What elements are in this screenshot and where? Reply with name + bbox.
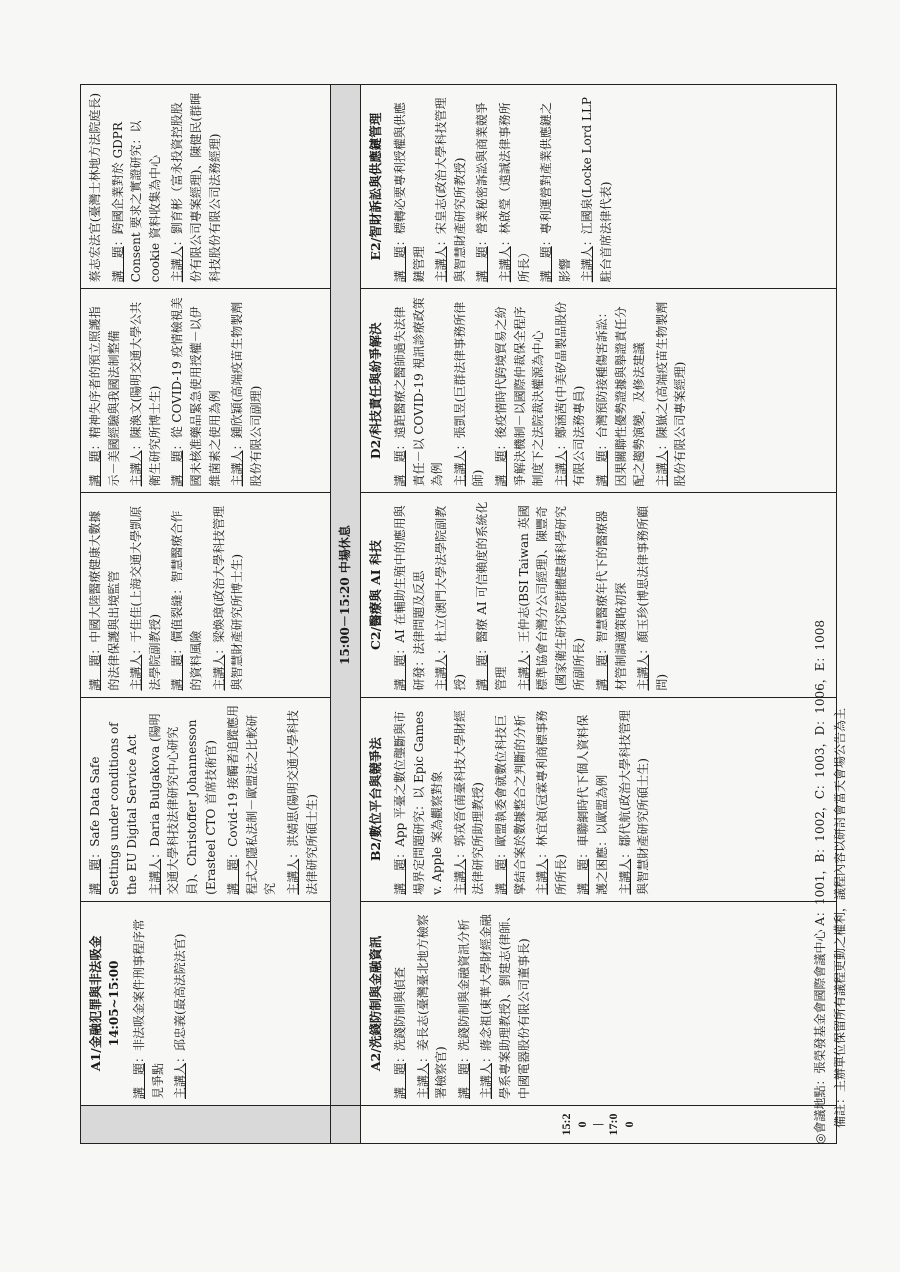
item-label: 主講人 [654, 450, 669, 487]
session-item [146, 704, 220, 895]
item-label: 講 題 [393, 858, 408, 895]
item-text: ：車聯網時代下個人資料保護之困應：以歐盟為例 [576, 714, 610, 895]
session-item [168, 295, 224, 486]
item-label: 講 題 [393, 1062, 408, 1099]
item-label: 主講人 [129, 450, 144, 487]
session-item [391, 704, 447, 895]
item-text: ：姜長志(臺灣臺北地方檢察署檢察官) [415, 914, 449, 1099]
schedule-table [80, 84, 837, 1144]
session-item [533, 704, 570, 895]
session-item [616, 704, 653, 895]
item-label: 主講人 [617, 858, 632, 895]
item-label: 講 題 [494, 858, 509, 895]
item-label: 講 題 [475, 654, 490, 691]
break-row [331, 85, 361, 1144]
item-label: 講 題 [110, 246, 125, 283]
session-title: D2/科技責任與紛爭解決 [367, 322, 383, 460]
item-text: ：王仲志(BSI Taiwan 英國標準協會台灣分公司經理)、陳豐奇(國家衛生研究院群體健康科學研究所副所長) [516, 505, 587, 691]
break-label: 15:00－15:20 中場休息 [331, 85, 361, 1106]
session-item [593, 295, 649, 486]
item-text: 蔡志宏法官(臺灣士林地方法院庭長) [88, 92, 102, 283]
time-end: 17:00 [606, 1113, 636, 1136]
item-text: ：陳嶽之(高端疫苗生物製劑股份有限公司專案經理) [654, 301, 688, 487]
item-text: ：Safe Data Safe Settings under conditions of the EU Digital Service Act [88, 722, 140, 895]
item-text: ：遠距醫療之醫師過失法律責任－以 COVID-19 視訊診療政策為例 [393, 297, 445, 487]
item-label: 主講人 [553, 450, 568, 487]
item-text: ：價值裂縫：智慧醫療合作的資料風險 [170, 510, 203, 691]
item-label: 講 題 [226, 858, 241, 895]
session-item [168, 91, 224, 282]
session-title: E2/智財訴訟與供應鏈管理 [367, 112, 383, 261]
session-item [391, 295, 447, 486]
session-item [455, 908, 474, 1099]
item-label: 講 題 [576, 858, 591, 895]
item-label: 主講人 [173, 1062, 188, 1099]
item-label: 主講人 [415, 1062, 430, 1099]
item-label: 主講人 [285, 858, 300, 895]
session-item [86, 704, 142, 895]
session-item [210, 499, 247, 690]
item-label: 講 題 [475, 246, 490, 283]
item-text: ：杜立(澳門大學法學院副教授) [434, 505, 467, 691]
item-text: ：蔣念祖(東華大學財經金融學系專案助理教授)、劉建志(律師、中國電器股份有限公司董事長) [479, 909, 531, 1099]
item-label: 講 題 [88, 654, 102, 691]
session-item [473, 91, 492, 282]
session-c1 [81, 493, 331, 697]
item-text: ：宋皇志(政治大學科技管理與智慧財產研究所教授) [434, 97, 467, 283]
session-item [414, 908, 451, 1099]
time-cell-row-2 [360, 1106, 836, 1144]
item-text: ：劉育彬（富永投資控股股份有限公司專案經理)、陳健民(群暉科技股份有限公司法務經理) [170, 92, 222, 283]
item-text: ：于佳佳(上海交通大學凱原法學院副教授) [129, 505, 162, 691]
session-item [284, 704, 321, 895]
session-item [127, 295, 164, 486]
item-text: ：林宜禎(冠霖專利商標事務所所長) [535, 710, 568, 895]
item-label: 主講人 [230, 450, 245, 487]
session-d2 [360, 289, 836, 493]
item-label: 主講人 [147, 858, 162, 895]
item-text: ：顏玉珍(博思法律事務所顧問) [636, 505, 669, 691]
session-item [130, 908, 167, 1099]
item-label: 講 題 [393, 450, 408, 487]
item-label: 主講人 [516, 654, 531, 691]
item-text: ：江國泉(Locke Lord LLP 駐台首席法律代表) [580, 97, 614, 283]
session-a1 [81, 901, 331, 1105]
session-c2 [360, 493, 836, 697]
session-title: C2/醫療與 AI 科技 [367, 540, 383, 651]
item-text: ：AI 在輔助生殖中的應用與研發：法律問題及反思 [393, 505, 426, 691]
item-label: 講 題 [88, 450, 102, 487]
session-item [515, 499, 589, 690]
session-item [432, 91, 469, 282]
session-item [537, 91, 574, 282]
time-cell-row-1 [81, 1106, 331, 1144]
item-label: 講 題 [456, 1062, 471, 1099]
session-item [552, 295, 589, 486]
item-text: ：陳渙文(陽明交通大學公共衛生研究所博士生) [129, 301, 162, 487]
item-text: ：標轉必要專利授權與供應鏈管理 [393, 102, 426, 283]
item-label: 講 題 [539, 246, 554, 283]
session-time: 14:05~15:00 [107, 960, 122, 1047]
item-label: 主講人 [580, 246, 595, 283]
item-label: 講 題 [595, 450, 610, 487]
session-e1 [81, 85, 331, 289]
item-text: ：洗錢防制與偵查 [393, 966, 408, 1063]
item-text: ：台灣預防接種傷害訴訟：因果關聯性優勢證據與舉證責任分配之趨勢演變，及修法建議 [595, 306, 647, 487]
item-text: ：從 COVID-19 疫情檢視美國未核准藥品緊急使用授權－以伊維菌素之使用為例 [170, 297, 222, 487]
item-label: 主講人 [479, 1062, 494, 1099]
session-item [492, 704, 529, 895]
session-item [653, 295, 690, 486]
item-text: ：林啟瑩（遠誠法律事務所所長） [498, 102, 531, 283]
item-text: ：鄭涵茜(中美矽晶製品股份有限公司法務專員) [553, 301, 587, 487]
session-item [578, 91, 615, 282]
session-d1 [81, 289, 331, 493]
item-text: ：跨國企業對於 GDPR Consent 要求之實證研究：以 cookie 資料收集為中心 [110, 120, 162, 283]
schedule-row-1 [81, 85, 331, 1144]
item-text: ：梁煥璋(政治大學科技管理與智慧財產研究所博士生) [211, 505, 245, 691]
session-item [391, 91, 428, 282]
item-label: 主講人 [452, 858, 467, 895]
item-text: ：洗錢防制與金融資訊分析 [456, 918, 471, 1063]
item-text: ：Daria Bulgakova (陽明交通大學科技法律研究中心研究員)、Christoffer Johannesson (Erasteel CTO 首席技術官) [147, 713, 218, 895]
session-item [451, 704, 488, 895]
item-label: 講 題 [393, 246, 408, 283]
session-item [477, 908, 533, 1099]
item-label: 主講人 [211, 654, 226, 691]
item-text: ：張凱昱(巨群法律事務所律師) [452, 301, 486, 487]
item-label: 主講人 [129, 654, 144, 691]
item-label: 主講人 [434, 246, 449, 283]
item-text: ：邱忠義(最高法院法官) [173, 933, 188, 1063]
session-item [109, 91, 165, 282]
item-text: ：Covid-19 接觸者追蹤應用程式之隱私法制－歐盟法之比較研究 [226, 704, 278, 895]
venue-note: ◎會議地點：張榮發基金會國際會議中心 A：1001，B：1002，C：1003，D：1006，E：1008 [813, 619, 827, 1144]
item-text: ：非法吸金案件刑事程序常見爭點 [131, 918, 165, 1099]
item-label: 講 題 [170, 654, 185, 691]
schedule-row-2 [360, 85, 836, 1144]
session-item [171, 908, 190, 1099]
session-b1 [81, 697, 331, 901]
session-title: A2/洗錢防制與金融資訊 [367, 935, 383, 1072]
session-title: A1/金融犯罪與非法吸金 14:05~15:00 [86, 908, 124, 1099]
session-a2 [360, 901, 836, 1105]
item-text: ：精神失序者的預立照護指示－美國經驗與我國法制整備 [88, 306, 121, 487]
item-text: ：鄒代航(政治大學科技管理與智慧財產研究所碩士生) [617, 710, 651, 895]
session-title: B2/數位平台與競爭法 [367, 737, 383, 862]
session-item [127, 499, 164, 690]
item-text: ：後疫情時代跨境貿易之紛爭解決機制－以國際仲裁保全程序制度下之法院裁決權源為中心 [494, 306, 546, 487]
item-label: 講 題 [170, 450, 185, 487]
session-item [224, 704, 280, 895]
item-label: 主講人 [434, 654, 449, 691]
item-label: 講 題 [393, 654, 408, 691]
item-label: 講 題 [494, 450, 509, 487]
session-item [391, 499, 428, 690]
item-text: ：中國大陸醫療健康大數據的法律保護與出境監管 [88, 510, 121, 691]
item-text: ：智慧醫療年代下的醫療器材管制調適策略初探 [595, 510, 628, 691]
item-label: 主講人 [498, 246, 513, 283]
session-e2 [360, 85, 836, 289]
session-b2 [360, 697, 836, 901]
session-item [574, 704, 611, 895]
session-item [86, 91, 105, 282]
time-start: 15:20 [559, 1113, 589, 1136]
item-text: ：App 平臺之數位壟斷與市場界定問題研究：以 Epic Games v. Apple 案為觀察對象 [393, 710, 445, 895]
item-label: 主講人 [452, 450, 467, 487]
time-dash: | [590, 1123, 605, 1126]
item-label: 主講人 [636, 654, 651, 691]
session-item [228, 295, 265, 486]
item-text: ：歐盟執委會就數位科技巨擘結合案於數據整合之判斷的分析 [494, 714, 527, 895]
item-label: 講 題 [595, 654, 610, 691]
session-item [168, 499, 205, 690]
item-text: ：洪婧思(陽明交通大學科技法律研究所碩士生) [285, 710, 319, 895]
session-item [496, 91, 533, 282]
item-text: ：醫療 AI 可信賴度的系統化管理 [475, 501, 509, 691]
schedule-sheet [80, 84, 848, 1144]
session-item [432, 499, 469, 690]
footer-notes [810, 84, 851, 1144]
session-item [86, 499, 123, 690]
item-text: ：郭戎晉(南臺科技大學財經法律研究所助理教授) [452, 710, 486, 895]
remark-note: 備註：主辦單位保留所有議程更動之權利，議程內容以研討會當天會場公告為主 [833, 707, 848, 1128]
item-label: 主講人 [535, 858, 550, 895]
session-item [492, 295, 548, 486]
session-item [86, 295, 123, 486]
session-item [391, 908, 410, 1099]
session-item [634, 499, 671, 690]
session-item [473, 499, 510, 690]
item-label: 講 題 [88, 858, 102, 895]
item-label: 主講人 [170, 246, 185, 283]
item-text: ：營業秘密訴訟與商業競爭 [475, 102, 490, 247]
session-item [593, 499, 630, 690]
session-item [451, 295, 488, 486]
item-label: 講 題 [131, 1062, 146, 1099]
item-text: ：專利運營對產業供應鏈之影響 [539, 102, 572, 283]
item-text: ：鍾欣穎(高端疫苗生物製劑股份有限公司副理) [230, 301, 263, 487]
